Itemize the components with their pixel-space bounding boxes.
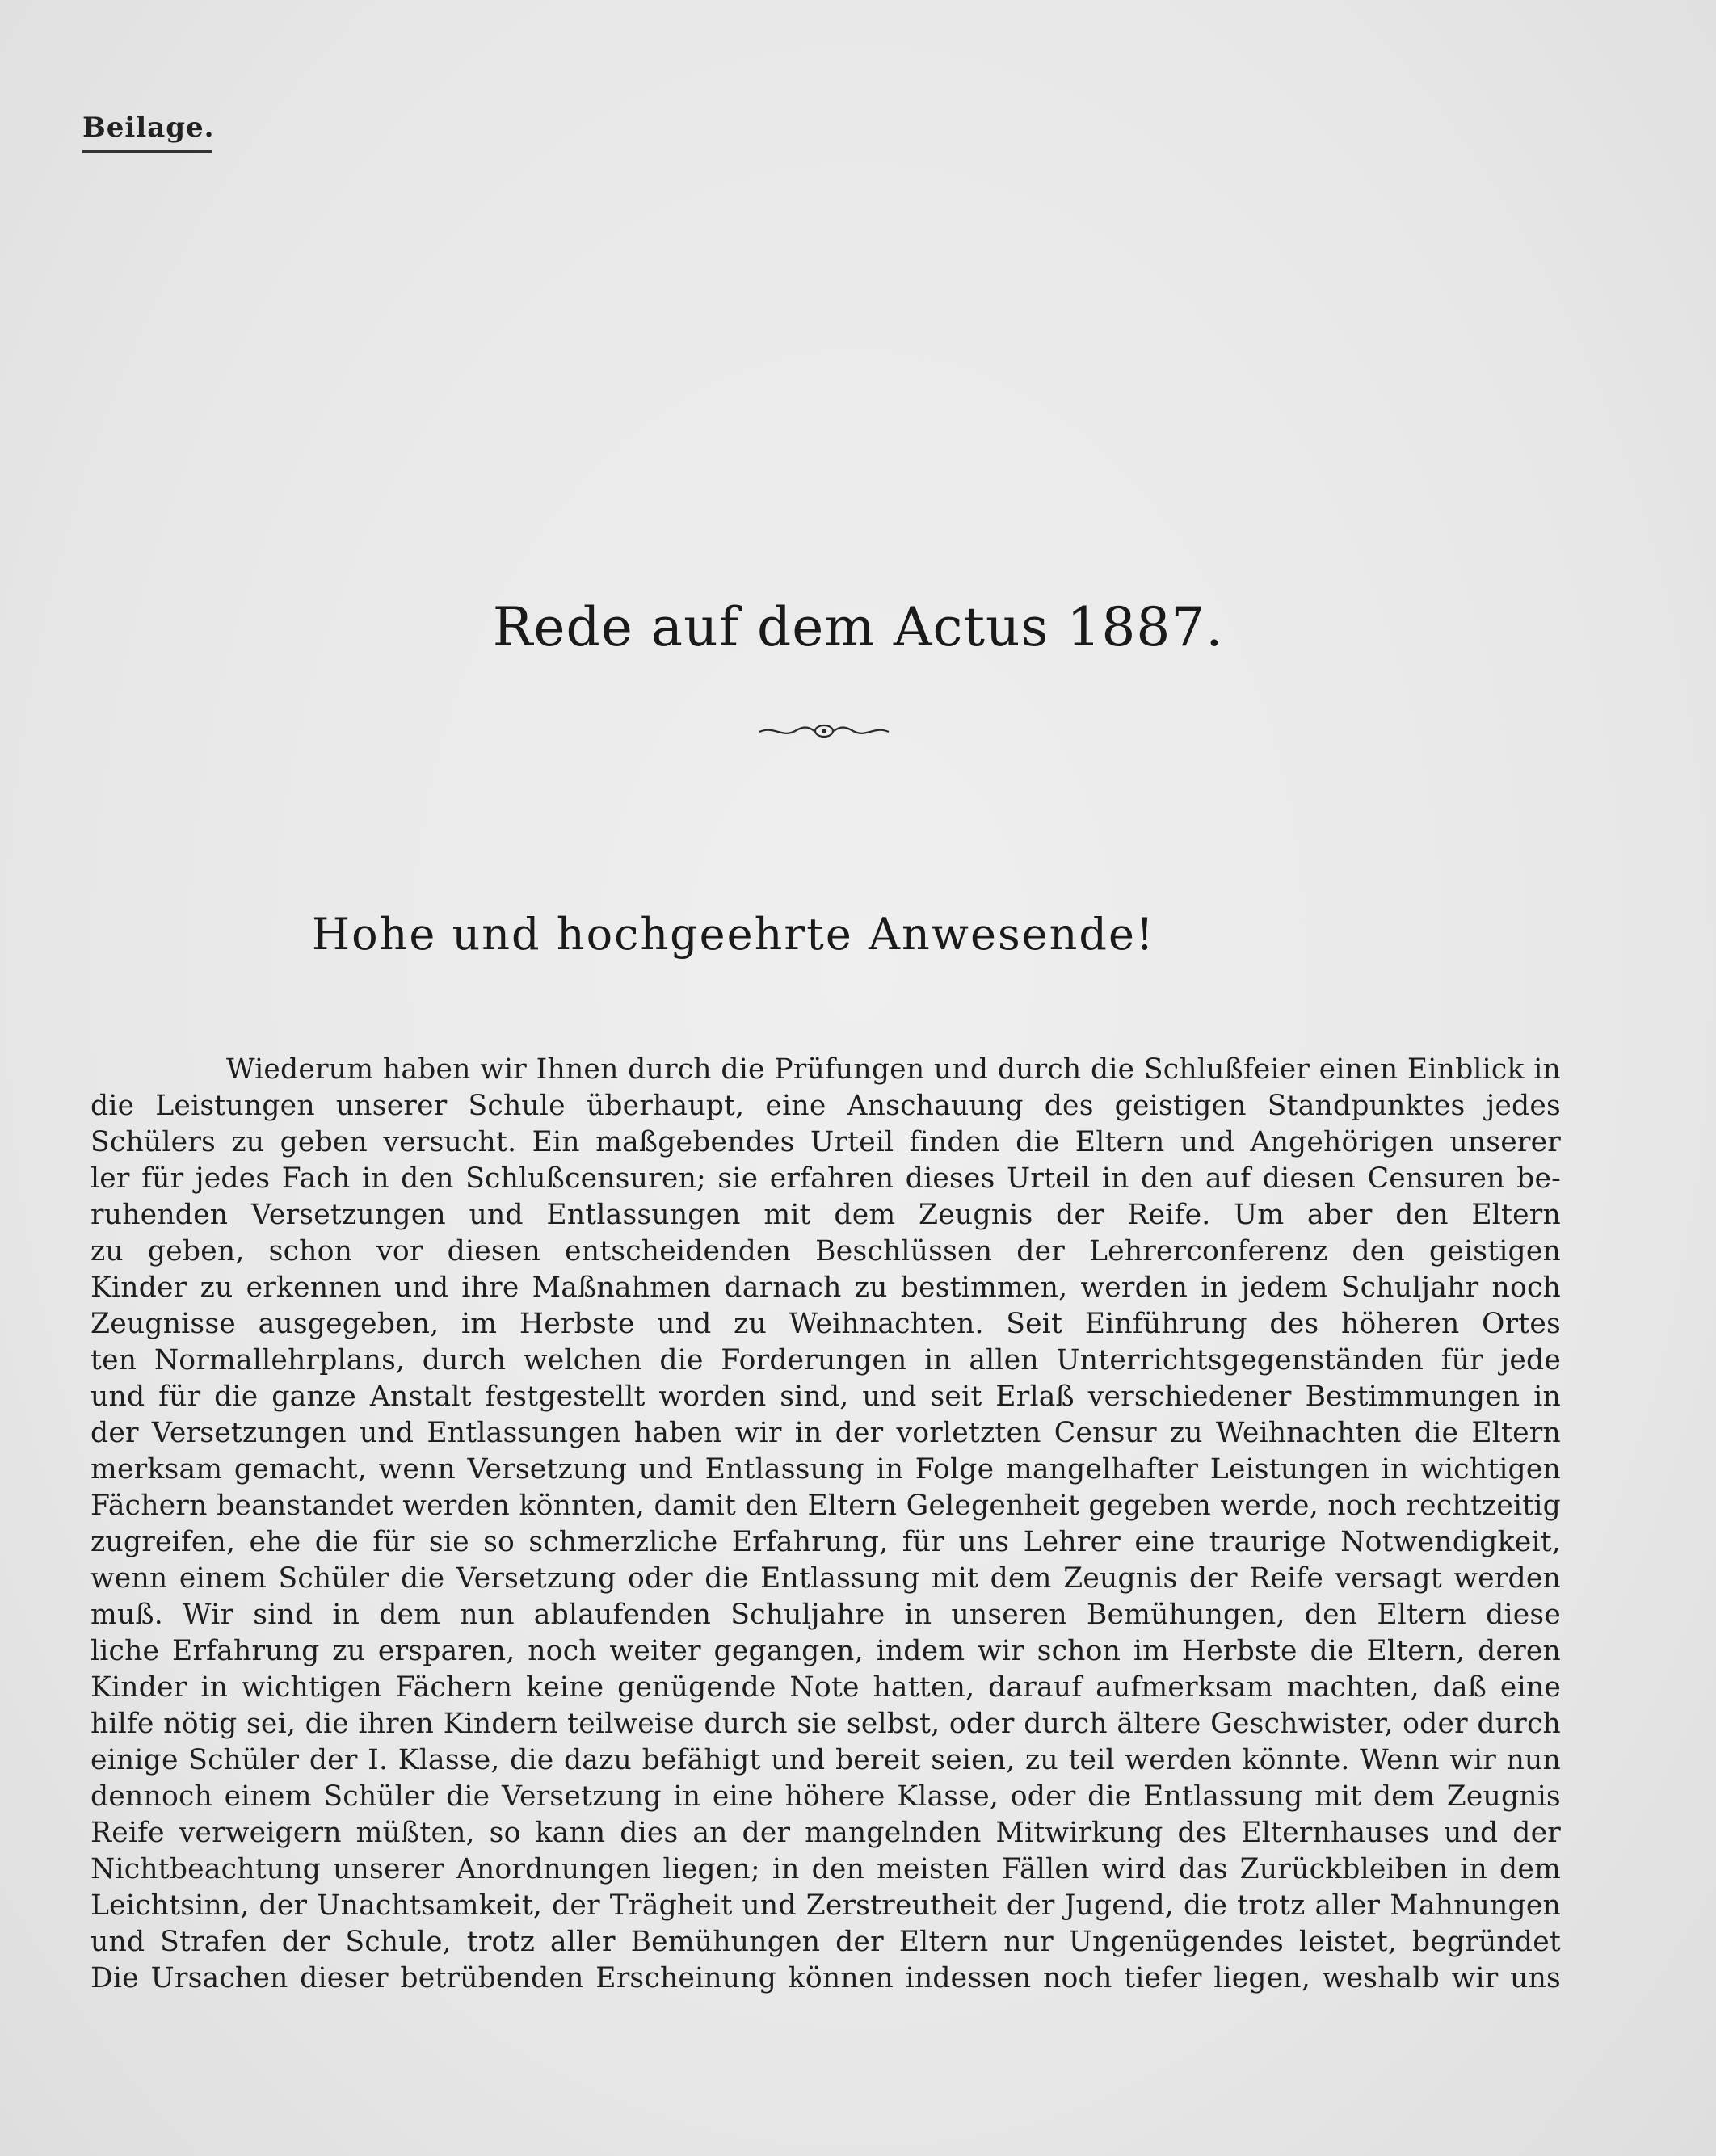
ornament-divider — [758, 719, 890, 743]
body-line: ruhenden Versetzungen und Entlassungen mit dem Zeugnis der Reife. Um aber den Eltern — [90, 1199, 1561, 1231]
body-line: und Strafen der Schule, trotz aller Bemühungen der Eltern nur Ungenügendes leistet, begründet — [90, 1926, 1561, 1958]
body-line: wenn einem Schüler die Versetzung oder die Entlassung mit dem Zeugnis der Reife versagt werden — [90, 1562, 1561, 1595]
body-line: Wiederum haben wir Ihnen durch die Prüfungen und durch die Schlußfeier einen Einblick in — [226, 1053, 1561, 1086]
speech-title: Rede auf dem Actus 1887. — [492, 596, 1224, 658]
supplement-label: Beilage. — [82, 111, 215, 144]
body-line: merksam gemacht, wenn Versetzung und Entlassung in Folge mangelhafter Leistungen in wichtigen — [90, 1453, 1561, 1486]
body-line: hilfe nötig sei, die ihren Kindern teilweise durch sie selbst, oder durch ältere Geschwister, oder durch — [90, 1708, 1561, 1740]
body-line: ten Normallehrplans, durch welchen die Forderungen in allen Unterrichtsgegenständen für jede — [90, 1344, 1561, 1376]
body-line: Kinder zu erkennen und ihre Maßnahmen darnach zu bestimmen, werden in jedem Schuljahr noch — [90, 1271, 1561, 1304]
body-line: Schülers zu geben versucht. Ein maßgebendes Urteil finden die Eltern und Angehörigen unserer — [90, 1126, 1561, 1158]
body-line: der Versetzungen und Entlassungen haben wir in der vorletzten Censur zu Weihnachten die Eltern — [90, 1417, 1561, 1449]
salutation: Hohe und hochgeehrte Anwesende! — [312, 909, 1155, 960]
body-line: ler für jedes Fach in den Schlußcensuren; sie erfahren dieses Urteil in den auf diesen Censuren be- — [90, 1162, 1561, 1195]
supplement-label-underline — [82, 150, 212, 153]
body-line: Leichtsinn, der Unachtsamkeit, der Trägheit und Zerstreutheit der Jugend, die trotz aller Mahnungen — [90, 1889, 1561, 1922]
body-line: zugreifen, ehe die für sie so schmerzliche Erfahrung, für uns Lehrer eine traurige Notwendigkeit, — [90, 1526, 1561, 1558]
body-line: einige Schüler der I. Klasse, die dazu befähigt und bereit seien, zu teil werden könnte. Wenn wir nun — [90, 1744, 1561, 1776]
body-line: muß. Wir sind in dem nun ablaufenden Schuljahre in unseren Bemühungen, den Eltern diese — [90, 1599, 1561, 1631]
body-line: Zeugnisse ausgegeben, im Herbste und zu Weihnachten. Seit Einführung des höheren Ortes — [90, 1308, 1561, 1340]
speech-body — [90, 1052, 1561, 1997]
body-line: Reife verweigern müßten, so kann dies an der mangelnden Mitwirkung des Elternhauses und der — [90, 1817, 1561, 1849]
body-line: die Leistungen unserer Schule überhaupt, eine Anschauung des geistigen Standpunktes jedes — [90, 1090, 1561, 1122]
body-line: und für die ganze Anstalt festgestellt worden sind, und seit Erlaß verschiedener Bestimmungen in — [90, 1381, 1561, 1413]
body-line: Fächern beanstandet werden könnten, damit den Eltern Gelegenheit gegeben werde, noch rechtzeitig — [90, 1490, 1561, 1522]
body-line: Nichtbeachtung unserer Anordnungen liegen; in den meisten Fällen wird das Zurückbleiben in dem — [90, 1853, 1561, 1885]
body-line: dennoch einem Schüler die Versetzung in eine höhere Klasse, oder die Entlassung mit dem Zeugnis — [90, 1780, 1561, 1813]
body-line: Die Ursachen dieser betrübenden Erscheinung können indessen noch tiefer liegen, weshalb wir uns — [90, 1962, 1561, 1994]
body-line: Kinder in wichtigen Fächern keine genügende Note hatten, darauf aufmerksam machten, daß eine — [90, 1671, 1561, 1704]
body-line: zu geben, schon vor diesen entscheidenden Beschlüssen der Lehrerconferenz den geistigen — [90, 1235, 1561, 1267]
body-line: liche Erfahrung zu ersparen, noch weiter gegangen, indem wir schon im Herbste die Eltern, deren — [90, 1635, 1561, 1667]
